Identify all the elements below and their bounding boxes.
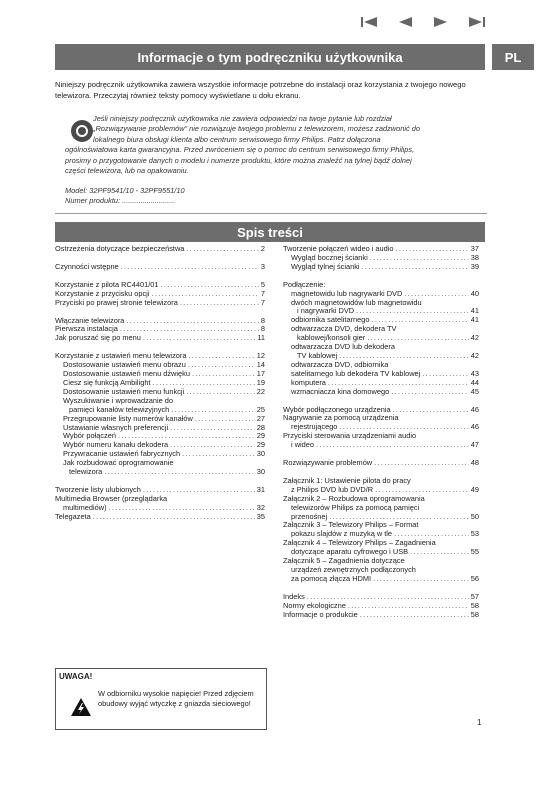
toc-dot-leader: [109, 504, 255, 513]
toc-text-line: urządzeń zewnętrznych podłączonych: [291, 565, 416, 574]
toc-text-line: Przyciski sterowania urządzeniami audio: [283, 431, 417, 441]
toc-gap: [55, 254, 265, 263]
toc-text-line: Wyszukiwanie i wprowadzanie do: [63, 395, 174, 405]
toc-entry-page: 30: [256, 450, 265, 459]
toc-gap: [55, 477, 265, 486]
toc-entry[interactable]: [283, 245, 479, 254]
toc-entry[interactable]: [55, 424, 265, 433]
toc-dot-leader: [186, 245, 258, 254]
toc-dot-leader: [422, 370, 468, 379]
toc-text-line: odtwarzacza DVD, dekodera TV: [291, 324, 397, 334]
toc-dot-leader: [170, 441, 255, 450]
toc-dot-leader: [143, 334, 255, 343]
toc-entry-page: 46: [470, 423, 479, 432]
toc-entry[interactable]: [283, 254, 479, 263]
toc-entry-page: 58: [470, 610, 479, 619]
toc-entry-page: 37: [470, 245, 479, 253]
toc-text-line: Załącznik 4 – Telewizory Philips – Zagadnienia: [283, 538, 436, 548]
info-line: części telewizora, lub na opakowaniu.: [65, 166, 189, 176]
toc-dot-leader: [153, 379, 255, 388]
toc-entry-page: 47: [470, 441, 479, 450]
toc-gap: [283, 450, 479, 459]
toc-entry-title: Korzystanie z ustawień menu telewizora: [55, 352, 187, 361]
toc-gap: [55, 308, 265, 317]
toc-entry-page: 48: [470, 459, 479, 468]
toc-entry[interactable]: [283, 370, 479, 379]
toc-entry-page: 8: [260, 325, 265, 334]
toc-entry-title: i nagrywarki DVD: [297, 307, 355, 316]
toc-entry-page: 7: [260, 289, 265, 298]
last-page-button[interactable]: [466, 15, 488, 29]
toc-dot-leader: [104, 468, 254, 477]
toc-entry-title: Włączanie telewizora: [55, 316, 125, 325]
toc-right-column: [283, 245, 479, 620]
intro-paragraph: Niniejszy podręcznik użytkownika zawiera wszystkie informacje potrzebne do instalacji oraz korzystania z twojego nowego telewizora. Przeczytaj również teksty pomocy wyświetlane u dołu ekranu.: [55, 80, 466, 100]
toc-entry-title: odbiornika satelitarnego: [291, 316, 370, 325]
first-page-button[interactable]: [358, 15, 380, 29]
toc-entry-title: Tworzenie połączeń wideo i audio: [283, 245, 394, 253]
toc-entry-page: 7: [260, 298, 265, 307]
toc-entry-page: 45: [470, 387, 479, 396]
toc-entry-title: Ciesz się funkcją Ambilight: [63, 378, 151, 387]
page-number: 1: [477, 718, 482, 727]
toc-entry-page: 44: [470, 378, 479, 387]
toc-entry-page: 40: [470, 289, 479, 298]
toc-entry-title: Informacje o produkcie: [283, 610, 358, 619]
toc-text-line: odtwarzacza DVD, odbiornika: [291, 359, 389, 369]
toc-text-line: Jak rozbudować oprogramowanie: [63, 458, 174, 468]
toc-dot-leader: [170, 424, 255, 433]
toc-entry-title: Indeks: [283, 592, 305, 601]
toc-entry[interactable]: [283, 441, 479, 450]
toc-entry-title: multimediów): [63, 503, 107, 512]
toc-entry-page: 32: [256, 503, 265, 512]
toc-entry-title: Telegazeta: [55, 512, 91, 521]
toc-entry-title: Korzystanie z przycisku opcji: [55, 289, 150, 298]
toc-text-line: Załącznik 5 – Zagadnienia dotyczące: [283, 556, 405, 566]
toc-entry-page: 56: [470, 574, 479, 583]
toc-text-line: Nagrywanie za pomocą urządzenia: [283, 413, 399, 423]
toc-entry-title: Przegrupowanie listy numerów kanałów: [63, 414, 193, 423]
toc-entry[interactable]: [283, 602, 479, 611]
arrow-left-icon: [395, 16, 415, 28]
toc-text-line: Załącznik 3 – Telewizory Philips – Format: [283, 520, 419, 530]
toc-entry-page: 35: [256, 512, 265, 521]
toc-entry[interactable]: [55, 299, 265, 308]
toc-entry-title: komputera: [291, 378, 326, 387]
toc-entry[interactable]: [55, 513, 265, 522]
toc-text-line: Załącznik 2 – Rozbudowa oprogramowania: [283, 493, 425, 503]
toc-entry-page: 29: [256, 441, 265, 450]
toc-dot-leader: [118, 432, 255, 441]
toc-entry-page: 2: [260, 245, 265, 253]
toc-text-line: Podłączenie:: [283, 279, 326, 289]
toc-dot-leader: [151, 290, 258, 299]
toc-entry-title: Dostosowanie ustawień menu dźwięku: [63, 370, 190, 379]
toc-dot-leader: [195, 415, 255, 424]
previous-page-button[interactable]: [394, 15, 416, 29]
toc-gap: [283, 584, 479, 593]
toc-entry-title: Dostosowanie ustawień menu funkcji: [63, 387, 185, 396]
toc-entry-page: 42: [470, 334, 479, 343]
toc-dot-leader: [396, 245, 469, 254]
toc-entry-page: 17: [256, 370, 265, 379]
toc-entry-title: i wideo: [291, 441, 315, 450]
toc-entry-title: Rozwiązywanie problemów: [283, 459, 373, 468]
toc-entry-page: 30: [256, 468, 265, 477]
info-box: [55, 110, 487, 214]
toc-entry[interactable]: [283, 593, 479, 602]
toc-entry-page: 14: [256, 361, 265, 370]
high-voltage-warning-icon: [70, 697, 92, 717]
model-info: [65, 186, 185, 206]
toc-entry[interactable]: [55, 317, 265, 326]
toc-dot-leader: [393, 406, 469, 415]
toc-dot-leader: [316, 441, 469, 450]
toc-entry-title: TV kablowej: [297, 351, 338, 360]
toc-entry-title: telewizora: [69, 468, 103, 477]
toc-entry-page: 43: [470, 369, 479, 378]
toc-title: Spis treści: [55, 222, 485, 242]
toc-entry-title: Przyciski po prawej stronie telewizora: [55, 298, 178, 307]
toc-dot-leader: [171, 406, 255, 415]
toc-entry-title: satelitarnego lub dekodera TV kablowej: [291, 369, 421, 378]
toc-dot-leader: [126, 317, 258, 326]
toc-entry[interactable]: [55, 361, 265, 370]
toc-entry-title: Korzystanie z pilota RC4401/01: [55, 280, 159, 289]
toc-entry[interactable]: [55, 468, 265, 477]
toc-text-line: odtwarzacza DVD lub dekodera: [291, 342, 395, 352]
toc-text-line: dwóch magnetowidów lub magnetowidu: [291, 297, 422, 307]
toc-entry[interactable]: [55, 352, 265, 361]
toc-entry[interactable]: [283, 307, 479, 316]
toc-text-line: telewizorów Philips za pomocą pamięci: [291, 502, 420, 512]
toc-text-line: Załącznik 1: Ustawienie pilota do pracy: [283, 475, 411, 485]
toc-dot-leader: [121, 263, 259, 272]
toc-dot-leader: [391, 388, 469, 397]
toc-entry-page: 25: [256, 405, 265, 414]
toc-entry[interactable]: [55, 334, 265, 343]
toc-entry[interactable]: [55, 415, 265, 424]
toc-entry-title: Wybór podłączonego urządzenia: [283, 405, 391, 414]
toc-dot-leader: [328, 379, 469, 388]
toc-entry-page: 12: [256, 352, 265, 361]
toc-dot-leader: [93, 513, 255, 522]
toc-dot-leader: [161, 281, 259, 290]
toc-entry-title: Jak poruszać się po menu: [55, 334, 141, 343]
toc-entry[interactable]: [55, 406, 265, 415]
toc-entry-page: 55: [470, 548, 479, 557]
toc-dot-leader: [370, 254, 469, 263]
info-line: lokalnego biura obsługi klienta albo centrum serwisowego firmy Philips. Patrz dołączona: [93, 134, 381, 144]
toc-entry-title: Wybór numeru kanału dekodera: [63, 441, 169, 450]
toc-entry-page: 38: [470, 253, 479, 262]
toc-entry-title: Wybór połączeń: [63, 432, 116, 441]
arrow-right-icon: [431, 16, 451, 28]
toc-entry-title: Wygląd tylnej ścianki: [291, 262, 360, 271]
toc-entry-page: 57: [470, 592, 479, 601]
toc-entry[interactable]: [283, 459, 479, 468]
language-badge: PL: [492, 44, 534, 70]
toc-entry-title: magnetowidu lub nagrywarki DVD: [291, 289, 403, 298]
toc-entry-page: 22: [256, 387, 265, 396]
toc-dot-leader: [192, 370, 255, 379]
page-title: Informacje o tym podręczniku użytkownika: [55, 44, 485, 70]
toc-dot-leader: [188, 352, 254, 361]
toc-entry-page: 19: [256, 378, 265, 387]
toc-dot-leader: [348, 602, 469, 611]
toc-entry-page: 5: [260, 280, 265, 289]
skip-back-icon: [359, 16, 379, 28]
toc-entry[interactable]: [55, 325, 265, 334]
toc-entry-page: 27: [256, 414, 265, 423]
toc-entry-page: 29: [256, 432, 265, 441]
toc-entry-page: 46: [470, 405, 479, 414]
toc-entry-title: Przywracanie ustawień fabrycznych: [63, 450, 181, 459]
toc-dot-leader: [188, 361, 255, 370]
page-navigation: [358, 15, 488, 29]
info-line: „Rozwiązywanie problemów” nie rozwiązuje twojego problemu z telewizorem, możesz zadzwonić do: [93, 124, 420, 134]
toc-entry-title: kablowej/konsoli gier: [297, 334, 366, 343]
toc-entry[interactable]: [55, 245, 265, 254]
warning-box: [55, 668, 267, 730]
next-page-button[interactable]: [430, 15, 452, 29]
toc-dot-leader: [186, 388, 255, 397]
toc-entry-page: 53: [470, 530, 479, 539]
toc-entry-page: 49: [470, 485, 479, 494]
toc-entry[interactable]: [283, 388, 479, 397]
toc-entry-page: 41: [470, 307, 479, 316]
warning-text: W odbiorniku wysokie napięcie! Przed zdjęciem obudowy wyjąć wtyczkę z gniazda sieciowego!: [98, 689, 254, 708]
toc-dot-leader: [362, 263, 469, 272]
toc-entry-page: 28: [256, 423, 265, 432]
toc-dot-leader: [410, 548, 469, 557]
toc-gap: [55, 272, 265, 281]
toc-entry-title: Dostosowanie ustawień menu obrazu: [63, 361, 186, 370]
toc-entry[interactable]: [283, 611, 479, 620]
info-line: Jeśli niniejszy podręcznik użytkownika nie zawiera odpowiedzi na twoje pytanie lub rozdział: [93, 114, 392, 123]
toc-entry[interactable]: [55, 432, 265, 441]
toc-entry-title: pamięci kanałów telewizyjnych: [69, 405, 170, 414]
info-text: [65, 114, 481, 176]
toc-entry[interactable]: [55, 504, 265, 513]
toc-entry[interactable]: [283, 379, 479, 388]
info-line: prosimy o przygotowanie danych o modelu i numerze produktu, które można znaleźć na tylnej bądź dolnej: [65, 155, 412, 165]
toc-dot-leader: [182, 450, 255, 459]
toc-entry-page: 42: [470, 351, 479, 360]
product-number: Numer produktu: ..........................: [65, 196, 176, 205]
toc-entry[interactable]: [283, 263, 479, 272]
toc-entry-page: 41: [470, 316, 479, 325]
toc-entry[interactable]: [55, 281, 265, 290]
skip-forward-icon: [467, 16, 487, 28]
toc-entry-title: pokazu slajdów z muzyką w tle: [291, 530, 393, 539]
info-line: ogólnoświatowa karta gwarancyjna. Przed zwróceniem się o pomoc do centrum serwisowego firmy Philips,: [65, 145, 415, 155]
toc-dot-leader: [307, 593, 469, 602]
toc-entry[interactable]: [55, 441, 265, 450]
toc-entry-title: Tworzenie listy ulubionych: [55, 485, 141, 494]
toc-entry-page: 58: [470, 601, 479, 610]
toc-dot-leader: [356, 307, 469, 316]
toc-dot-leader: [374, 459, 469, 468]
info-icon: [71, 120, 93, 142]
toc-entry-title: Normy ekologiczne: [283, 601, 346, 610]
toc-entry[interactable]: [55, 290, 265, 299]
toc-entry-title: Wygląd bocznej ścianki: [291, 253, 368, 262]
toc-gap: [55, 343, 265, 352]
toc-entry-title: dotyczące aparatu cyfrowego i USB: [291, 548, 409, 557]
model-number: Model: 32PF9541/10 - 32PF9551/10: [65, 186, 185, 195]
toc-entry-title: wzmacniacza kina domowego: [291, 387, 390, 396]
warning-title: UWAGA!: [59, 672, 93, 681]
toc-entry-title: rejestrującego: [291, 423, 338, 432]
toc-entry[interactable]: [55, 263, 265, 272]
toc-dot-leader: [373, 575, 469, 584]
toc-dot-leader: [360, 611, 469, 620]
toc-entry-page: 39: [470, 262, 479, 271]
toc-dot-leader: [120, 325, 259, 334]
toc-entry-title: przenośnej: [291, 512, 328, 521]
toc-entry-page: 3: [260, 262, 265, 271]
toc-dot-leader: [180, 299, 259, 308]
toc-gap: [283, 397, 479, 406]
toc-entry-title: Czynności wstępne: [55, 262, 119, 271]
toc-entry[interactable]: [283, 575, 479, 584]
toc-text-line: Multimedia Browser (przeglądarka: [55, 493, 168, 503]
toc-left-column: [55, 245, 265, 522]
toc-entry-page: 31: [256, 485, 265, 494]
toc-entry[interactable]: [55, 379, 265, 388]
toc-entry-title: z Philips DVD lub DVD/R: [291, 485, 374, 494]
toc-entry-title: Ustawianie własnych preferencji: [63, 423, 169, 432]
toc-entry-title: Ostrzeżenia dotyczące bezpieczeństwa: [55, 245, 185, 253]
toc-entry-title: Pierwsza instalacja: [55, 325, 118, 334]
toc-entry-page: 11: [257, 334, 265, 343]
toc-entry[interactable]: [55, 370, 265, 379]
toc-entry-title: za pomocą złącza HDMI: [291, 574, 372, 583]
toc-entry-page: 50: [470, 512, 479, 521]
toc-entry-page: 8: [260, 316, 265, 325]
